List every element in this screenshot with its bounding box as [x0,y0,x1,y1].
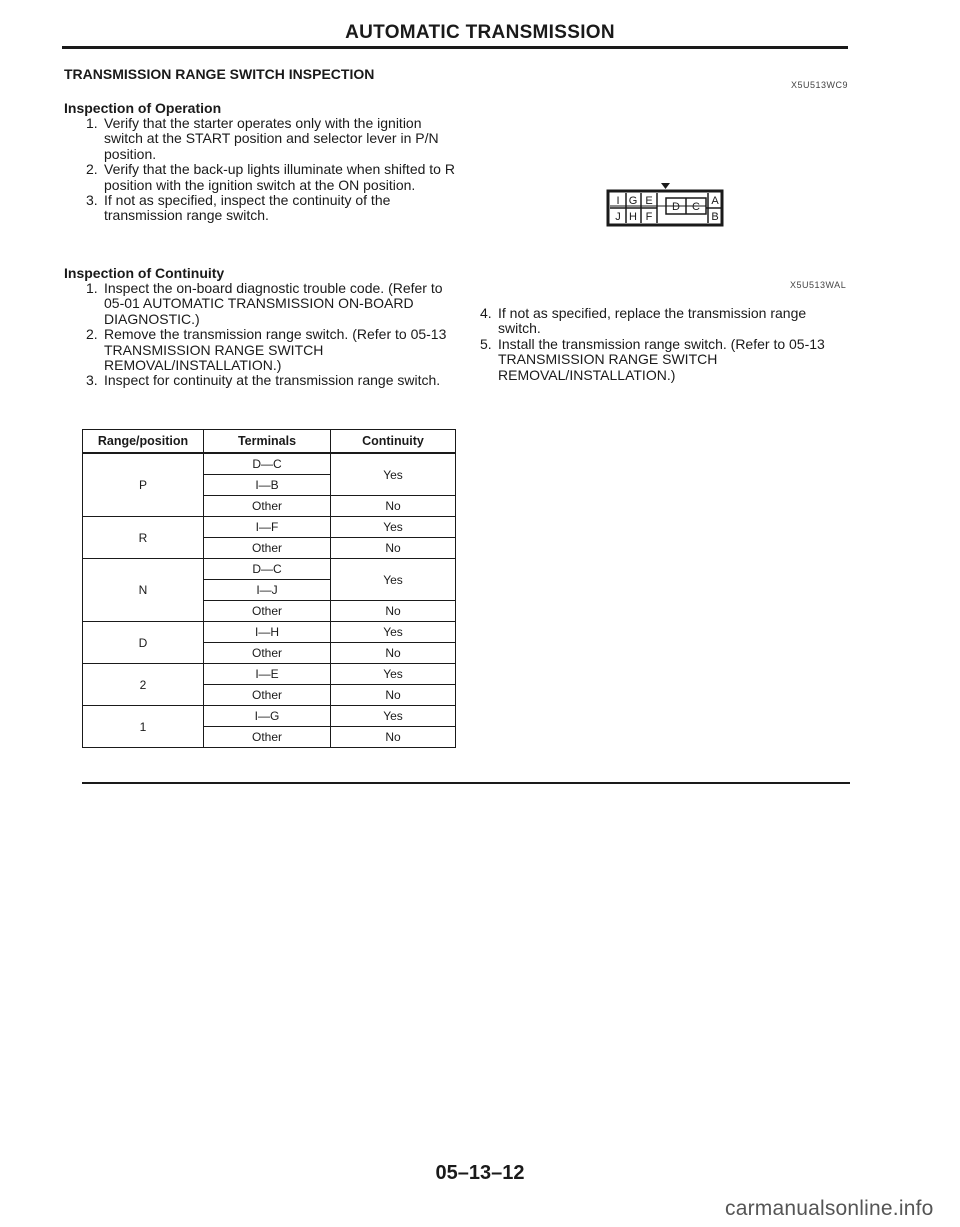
range-cell: 1 [83,706,204,748]
continuity-table [82,429,456,748]
terminal-cell: I—H [204,622,331,643]
list-item [480,337,850,383]
terminal-cell: Other [204,727,331,748]
pin-label: A [711,195,719,207]
step-text: Verify that the back-up lights illuminate when shifted to R position with the ignition switch at the ON position. [104,161,455,193]
step-text: Inspect for continuity at the transmission range switch. [104,372,441,389]
list-item [480,306,850,337]
operation-steps [86,116,458,224]
continuity-cell: No [331,685,456,706]
column-header: Range/position [83,430,204,454]
figure-code: X5U513WAL [790,280,847,290]
pin-label: E [645,195,653,207]
pin-label: D [672,201,680,213]
pin-label: C [692,201,700,213]
pin-label: G [628,195,638,207]
continuity-cell: No [331,643,456,664]
operation-title: Inspection of Operation [64,100,222,116]
connector-diagram [606,182,726,230]
step-number: 3. [86,192,98,209]
table-row [83,622,456,643]
range-cell: R [83,517,204,559]
continuity-cell: No [331,538,456,559]
step-number: 3. [86,372,98,389]
step-number: 4. [480,305,492,321]
list-item [86,162,458,193]
pin-label: B [711,211,719,223]
step-text: Install the transmission range switch. (Refer to 05-13 TRANSMISSION RANGE SWITCH REMOVAL/INSTALLATION.) [498,335,825,383]
continuity-steps-continued [480,306,850,383]
page-header-title: AUTOMATIC TRANSMISSION [345,22,615,43]
continuity-cell: No [331,496,456,517]
terminal-cell: Other [204,496,331,517]
range-cell: N [83,559,204,622]
list-item [86,193,458,224]
table-row [83,559,456,580]
pin-label: H [629,211,637,223]
continuity-cell: No [331,601,456,622]
table-row [83,453,456,475]
terminal-cell: I—G [204,706,331,727]
range-cell: 2 [83,664,204,706]
range-cell: P [83,453,204,517]
list-item [86,116,458,162]
table-header-row [83,430,456,454]
watermark: carmanualsonline.info [725,1197,934,1220]
list-item [86,327,458,373]
step-text: If not as specified, inspect the continuity of the transmission range switch. [104,192,391,224]
continuity-steps [86,281,458,389]
terminal-cell: I—J [204,580,331,601]
step-number: 1. [86,280,98,296]
step-text: Inspect the on-board diagnostic trouble code. (Refer to 05-01 AUTOMATIC TRANSMISSION ON-BOARD DIAGNOSTIC.) [104,280,443,327]
terminal-cell: Other [204,685,331,706]
list-item [86,373,458,388]
section-code: X5U513WC9 [791,80,849,90]
pin-label: I [616,195,620,207]
page-number: 05–13–12 [435,1162,525,1184]
step-number: 1. [86,115,98,131]
continuity-cell: Yes [331,517,456,538]
step-text: Remove the transmission range switch. (Refer to 05-13 TRANSMISSION RANGE SWITCH REMOVAL/INSTALLATION.) [104,326,447,374]
table-row [83,664,456,685]
terminal-cell: I—B [204,475,331,496]
continuity-cell: Yes [331,559,456,601]
step-number: 2. [86,161,98,178]
terminal-cell: D—C [204,559,331,580]
table-row [83,517,456,538]
terminal-cell: Other [204,538,331,559]
step-text: If not as specified, replace the transmission range switch. [498,305,807,337]
step-number: 5. [480,335,492,352]
footer-rule [82,782,850,784]
step-number: 2. [86,326,98,343]
table-row [83,706,456,727]
header-rule [62,46,848,49]
section-title: TRANSMISSION RANGE SWITCH INSPECTION [64,66,375,82]
terminal-cell: Other [204,643,331,664]
continuity-cell: Yes [331,453,456,496]
continuity-cell: Yes [331,622,456,643]
range-cell: D [83,622,204,664]
continuity-cell: Yes [331,706,456,727]
terminal-cell: I—E [204,664,331,685]
terminal-cell: D—C [204,453,331,475]
list-item [86,281,458,327]
column-header: Terminals [204,430,331,454]
continuity-cell: No [331,727,456,748]
step-text: Verify that the starter operates only with the ignition switch at the START position and selector lever in P/N position. [104,115,439,162]
terminal-cell: Other [204,601,331,622]
terminal-cell: I—F [204,517,331,538]
continuity-title: Inspection of Continuity [64,265,225,281]
pin-label: F [645,211,653,223]
column-header: Continuity [331,430,456,454]
pin-label: J [615,211,621,223]
continuity-cell: Yes [331,664,456,685]
